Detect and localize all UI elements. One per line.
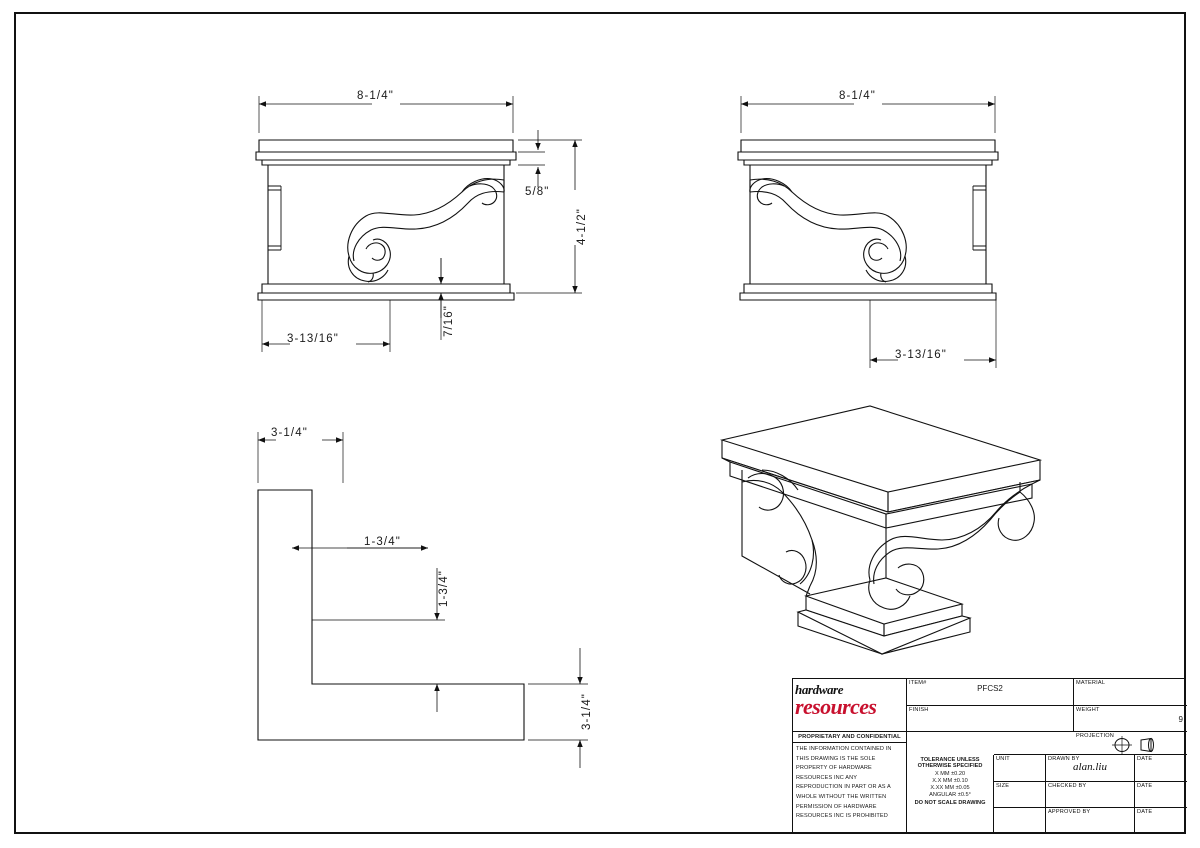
weight-label: WEIGHT: [1076, 707, 1100, 713]
material-label: MATERIAL: [1076, 680, 1106, 686]
tolerance-row-2: X.XX MM ±0.05: [930, 785, 970, 791]
front-view-left-dimensions: [259, 96, 582, 352]
date-label-2: DATE: [1137, 783, 1153, 789]
approved-by-label: APPROVED BY: [1048, 809, 1091, 815]
blank-cell: [994, 808, 1046, 834]
dim-top-width-left: 8-1/4": [357, 90, 394, 102]
tolerance-row-0: X MM ±0.20: [934, 771, 966, 777]
weight-value: 9: [1178, 715, 1183, 724]
approved-by-cell: [1046, 808, 1135, 834]
tolerance-cell: [907, 755, 994, 834]
dim-profile-overall-height: 3-1/4": [581, 693, 593, 730]
confidential-title: PROPRIETARY AND CONFIDENTIAL: [793, 732, 906, 743]
dim-profile-leg-width: 1-3/4": [364, 536, 401, 548]
dim-base-width-left: 3-13/16": [287, 333, 339, 345]
front-view-right-geometry: [738, 140, 998, 300]
weight-cell: [1074, 706, 1187, 732]
date-cell-3: [1135, 808, 1187, 834]
date-cell-1: [1135, 755, 1187, 782]
dim-cap-height: 5/8": [525, 186, 550, 198]
drawn-by-value: alan.liu: [1073, 761, 1107, 773]
dim-base-width-right: 3-13/16": [895, 349, 947, 361]
confidential-cell: [793, 732, 907, 834]
projection-cell: [1074, 732, 1187, 755]
front-view-left-geometry: [256, 140, 516, 300]
brand-cell: [793, 679, 907, 732]
checked-by-label: CHECKED BY: [1048, 783, 1087, 789]
unit-label: UNIT: [996, 756, 1010, 762]
dim-profile-leg-height: 1-3/4": [438, 570, 450, 607]
material-cell: [1074, 679, 1187, 706]
finish-cell: [907, 706, 1074, 732]
dim-top-width-right: 8-1/4": [839, 90, 876, 102]
dim-profile-top-width: 3-1/4": [271, 427, 308, 439]
logo-line-2: resources: [795, 694, 877, 719]
isometric-geometry: [722, 406, 1040, 654]
confidential-text: THE INFORMATION CONTAINED IN THIS DRAWING IS THE SOLE PROPERTY OF HARDWARE RESOURCES INC ANY REPRODUCTION IN PART OR AS A WHOLE WITHOUT THE WRITTEN PERMISSION OF HARDWARE RESOURCES INC IS PROHIBITED: [796, 746, 892, 820]
size-cell: [994, 782, 1046, 808]
front-view-right-dimensions: [741, 96, 996, 368]
tolerance-title-1: TOLERANCE UNLESS: [920, 757, 980, 763]
item-number-cell: [907, 679, 1074, 706]
drawn-by-label: DRAWN BY: [1048, 756, 1080, 762]
date-cell-2: [1135, 782, 1187, 808]
tolerance-row-1: X.X MM ±0.10: [932, 778, 968, 784]
item-number-value: PFCS2: [977, 684, 1003, 693]
finish-label: FINISH: [909, 707, 929, 713]
tolerance-title-2: OTHERWISE SPECIFIED: [917, 763, 983, 769]
title-block: [792, 678, 1186, 833]
section-profile-geometry: [258, 490, 524, 740]
logo-line-1: hardware: [795, 682, 844, 697]
company-logo: [795, 682, 905, 730]
date-label-1: DATE: [1137, 756, 1153, 762]
size-label: SIZE: [996, 783, 1010, 789]
checked-by-cell: [1046, 782, 1135, 808]
dim-base-height: 7/16": [443, 305, 455, 337]
date-label-3: DATE: [1137, 809, 1153, 815]
drawn-by-cell: [1046, 755, 1135, 782]
projection-label: PROJECTION: [1076, 733, 1115, 739]
dim-overall-height: 4-1/2": [576, 208, 588, 245]
item-number-label: ITEM#: [909, 680, 927, 686]
tolerance-row-3: ANGULAR ±0.5°: [929, 792, 971, 798]
do-not-scale-note: DO NOT SCALE DRAWING: [914, 800, 986, 806]
unit-cell: [994, 755, 1046, 782]
